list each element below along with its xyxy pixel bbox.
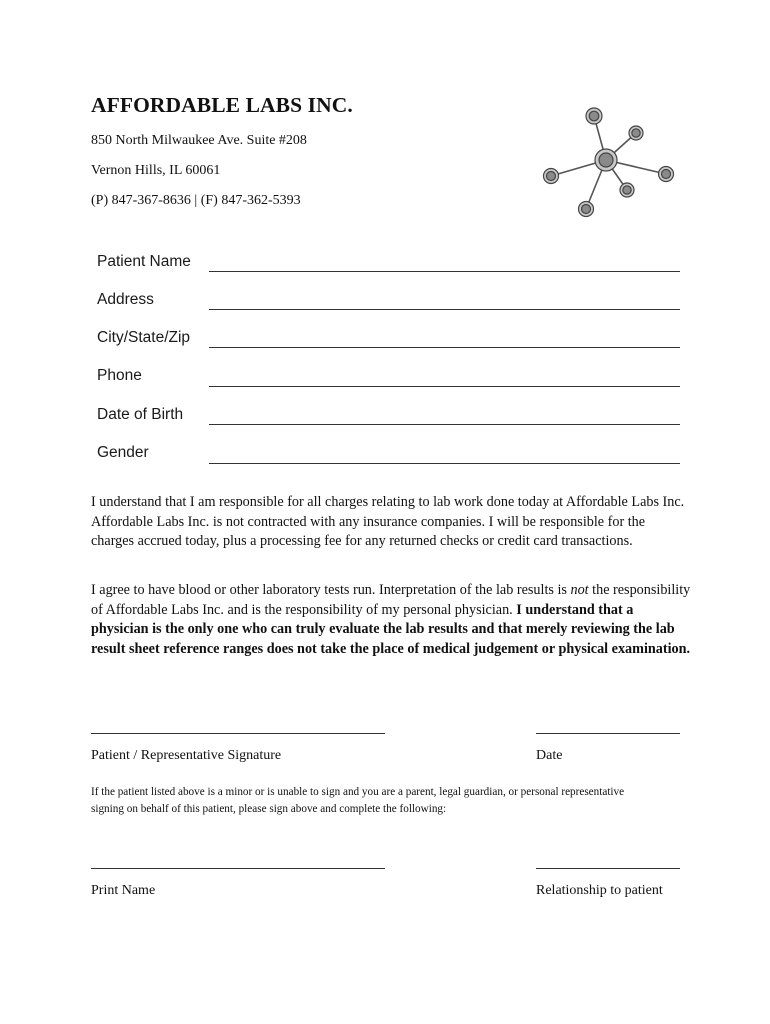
phone-label: Phone: [97, 367, 142, 384]
patient-name-field[interactable]: [209, 271, 680, 272]
guardian-note: If the patient listed above is a minor or is unable to sign and you are a parent, legal guardian, or personal representative signing on behalf of this patient, please sign above and complete the following:: [91, 786, 625, 815]
signature-field[interactable]: [91, 733, 385, 734]
print-name-field[interactable]: [91, 868, 385, 869]
interpretation-text-a: I agree to have blood or other laboratory tests run. Interpretation of the lab results is: [91, 582, 571, 598]
date-field[interactable]: [536, 733, 680, 734]
interpretation-emphasis: not: [570, 582, 589, 598]
date-of-birth-label: Date of Birth: [97, 406, 184, 423]
company-name: AFFORDABLE LABS INC.: [91, 93, 353, 117]
city-state-zip-field[interactable]: [209, 347, 680, 348]
gender-label: Gender: [97, 444, 149, 461]
signature-label: Patient / Representative Signature: [91, 748, 282, 763]
company-phone-fax: (P) 847-367-8636 | (F) 847-362-5393: [91, 193, 301, 208]
relationship-label: Relationship to patient: [536, 883, 663, 898]
print-name-label: Print Name: [91, 883, 156, 898]
date-of-birth-field[interactable]: [209, 424, 680, 425]
address-label: Address: [97, 291, 154, 308]
gender-field[interactable]: [209, 463, 680, 464]
responsibility-paragraph: I understand that I am responsible for all charges relating to lab work done today at Affordable Labs Inc. Affordable Labs Inc. is not contracted with any insurance companies. I will be responsible for the charges accrued today, plus a processing fee for any returned checks or credit card transactions.: [91, 494, 685, 550]
address-field[interactable]: [209, 309, 680, 310]
phone-field[interactable]: [209, 386, 680, 387]
interpretation-text-b: the responsibility of Affordable Labs Inc. and is the responsibility of my personal physician.: [91, 582, 691, 618]
interpretation-bold-statement: I understand that a physician is the only one who can truly evaluate the lab results and that merely reviewing the lab result sheet reference ranges does not take the place of medical judgement or physical examination.: [91, 601, 691, 657]
interpretation-paragraph: [91, 581, 691, 659]
date-label: Date: [536, 748, 563, 763]
molecule-logo-icon: [536, 100, 680, 222]
patient-name-label: Patient Name: [97, 253, 191, 270]
company-address-line1: 850 North Milwaukee Ave. Suite #208: [91, 133, 307, 148]
relationship-field[interactable]: [536, 868, 680, 869]
city-state-zip-label: City/State/Zip: [97, 329, 191, 346]
company-address-line2: Vernon Hills, IL 60061: [91, 163, 221, 178]
